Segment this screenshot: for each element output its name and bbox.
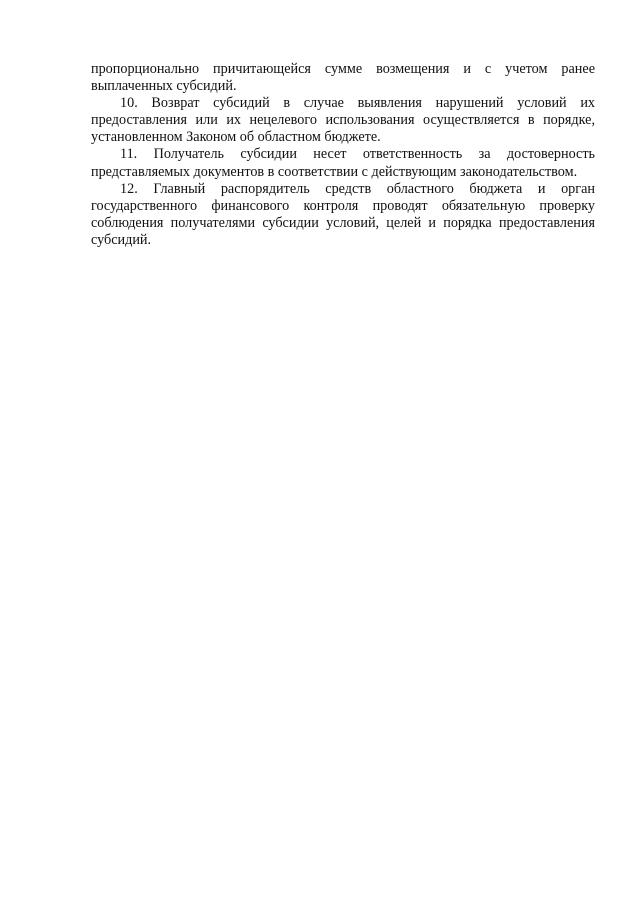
document-body	[91, 61, 595, 249]
paragraph-continuation: пропорционально причитающейся сумме возмещения и с учетом ранее выплаченных субсидий.	[91, 61, 595, 95]
paragraph-10-subsidy-return: 10. Возврат субсидий в случае выявления нарушений условий их предоставления или их нецелевого использования осуществляется в порядке, установленном Законом об областном бюджете.	[91, 95, 595, 146]
paragraph-11-recipient-responsibility: 11. Получатель субсидии несет ответственность за достоверность представляемых документов в соответствии с действующим законодательством.	[91, 146, 595, 180]
paragraph-12-compliance-check: 12. Главный распорядитель средств областного бюджета и орган государственного финансового контроля проводят обязательную проверку соблюдения получателями субсидии условий, целей и порядка предоставления субсидий.	[91, 180, 595, 248]
